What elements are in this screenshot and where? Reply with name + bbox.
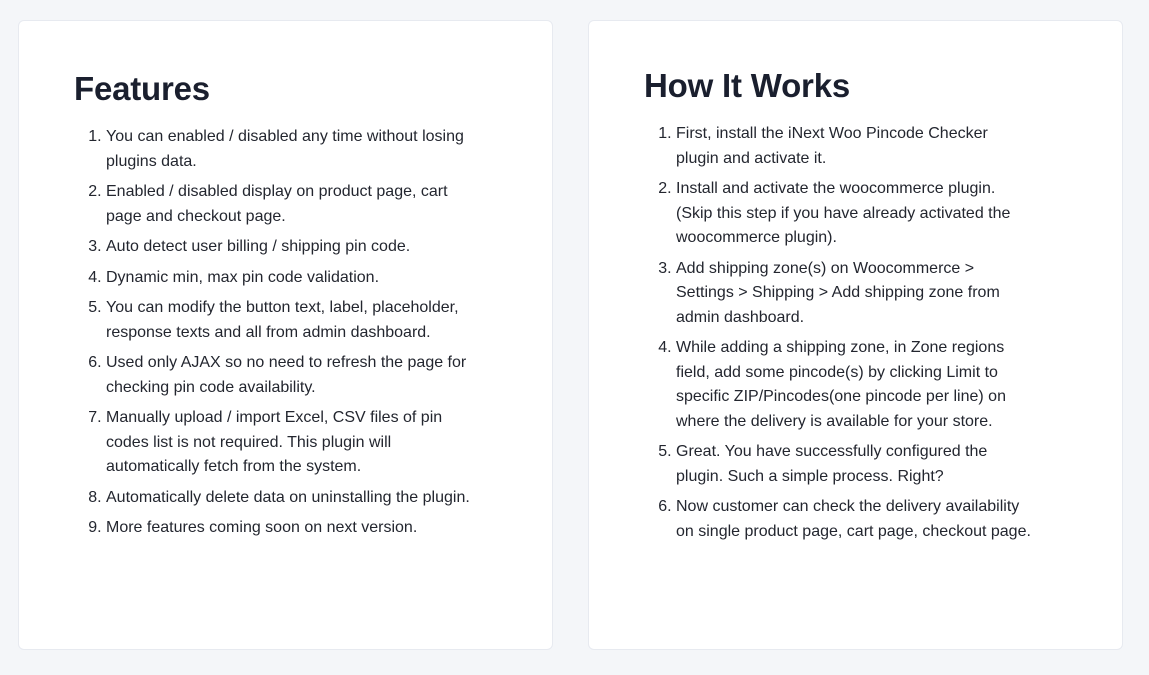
features-item: 7. Manually upload / import Excel, CSV files of pin codes list is not required. This plugin will automatically fetch from the system.	[106, 406, 486, 480]
features-item: 1. You can enabled / disabled any time without losing plugins data.	[106, 125, 486, 174]
features-item: 9. More features coming soon on next version.	[106, 516, 486, 541]
how-it-works-step: 5. Great. You have successfully configured the plugin. Such a simple process. Right?	[676, 440, 1031, 489]
features-item: 2. Enabled / disabled display on product page, cart page and checkout page.	[106, 180, 486, 229]
features-item: 5. You can modify the button text, label, placeholder, response texts and all from admin dashboard.	[106, 296, 486, 345]
how-it-works-step: 6. Now customer can check the delivery availability on single product page, cart page, checkout page.	[676, 495, 1031, 544]
how-it-works-step: 3. Add shipping zone(s) on Woocommerce > Settings > Shipping > Add shipping zone from admin dashboard.	[676, 257, 1031, 331]
how-it-works-title: How It Works	[644, 67, 851, 104]
features-title: Features	[74, 70, 210, 107]
features-list	[74, 125, 486, 547]
features-item: 6. Used only AJAX so no need to refresh the page for checking pin code availability.	[106, 351, 486, 400]
how-it-works-step: 2. Install and activate the woocommerce plugin. (Skip this step if you have already activated the woocommerce plugin).	[676, 177, 1031, 251]
how-it-works-step: 1. First, install the iNext Woo Pincode Checker plugin and activate it.	[676, 122, 1031, 171]
how-it-works-step: 4. While adding a shipping zone, in Zone regions field, add some pincode(s) by clicking Limit to specific ZIP/Pincodes(one pincode per line) on where the delivery is available for your store.	[676, 336, 1031, 434]
features-item: 4. Dynamic min, max pin code validation.	[106, 266, 486, 291]
how-it-works-card	[588, 20, 1123, 650]
features-item: 8. Automatically delete data on uninstalling the plugin.	[106, 486, 486, 511]
how-it-works-list	[644, 122, 1031, 550]
features-card	[18, 20, 553, 650]
features-item: 3. Auto detect user billing / shipping pin code.	[106, 235, 486, 260]
